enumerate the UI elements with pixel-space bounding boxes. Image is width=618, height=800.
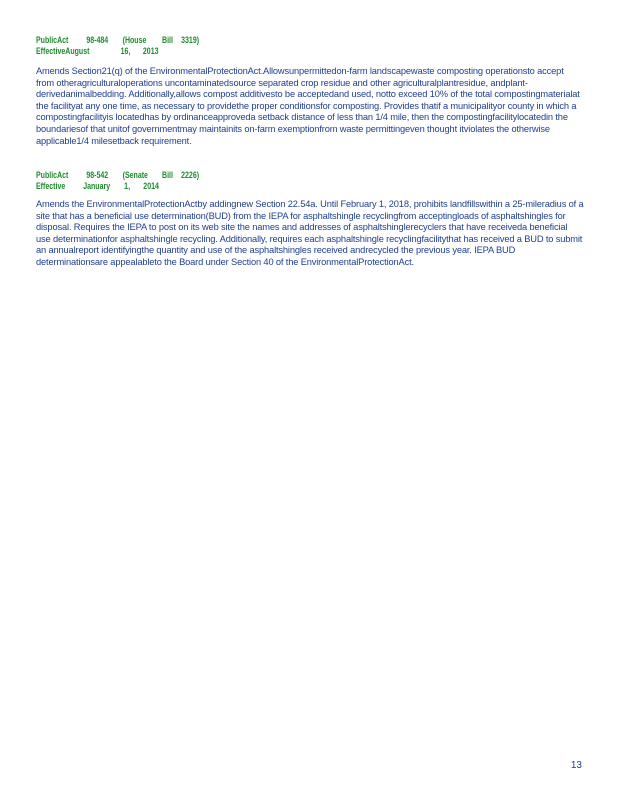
act-effective-year: 2013 (142, 46, 159, 56)
page-number: 13 (570, 760, 582, 771)
act-label: PublicAct (36, 170, 69, 180)
act-header-line-1 (36, 35, 199, 46)
act-bill-number: 2226) (181, 170, 200, 180)
act-effective-label: EffectiveAugust (36, 46, 90, 56)
act-header-line-2 (36, 46, 199, 57)
act-number: 98-542 (86, 170, 109, 180)
act-bill-number: 3319) (181, 35, 200, 45)
act-header-98-542 (36, 170, 199, 192)
act-effective-day: 16, (120, 46, 131, 56)
act-effective-day: 1, (124, 181, 131, 191)
act-summary-98-542: Amends the EnvironmentalProtectionActby addingnew Section 22.54a. Until February 1, 2018, prohibits landfillswithin a 25-mileradius of a site that has a beneficial use determination(BUD) from the IEPA for asphaltshingle recyclingfrom acceptingloads of asphaltshingles for disposal. Requires the IEPA to post on its web site the names and addresses of asphaltshinglerecyclers that have receiveda beneficial use determinationfor asphaltshingle recycling. Additionally, requires each asphaltshingle recyclingfacilitythat has received a BUD to submit an annualreport identifyingthe quantity and use of the asphaltshingles received andrecycled the previous year. IEPA BUD determinationsare appealableto the Board under Section 40 of the EnvironmentalProtectionAct. (36, 199, 584, 267)
act-bill-word: Bill (162, 170, 173, 180)
act-header-98-484 (36, 35, 199, 57)
act-chamber: (Senate (122, 170, 148, 180)
act-effective-label: Effective (36, 181, 66, 191)
act-summary-98-484: Amends Section21(q) of the EnvironmentalProtectionAct.Allowsunpermittedon-farm landscapewaste composting operationsto accept from otheragriculturaloperations uncontaminatedsource separated crop residue and other agriculturalplantresidue, andplant-derivedanimalbedding. Additionally,allows compost additivesto be acceptedand used, notto exceed 10% of the total compostingmaterialat the facilityat any one time, as necessary to providethe proper conditionsfor composting. Provides thatif a municipalityor county in which a compostingfacilityis locatedhas by ordinanceapproveda setback distance of less than 1/4 mile, then the compostingfacilitylocatedin the boundariesof that unitof governmentmay maintainits on-farm exemptionfrom waste permittingeven thought itviolates the otherwise applicable1/4 milesetback requirement. (36, 66, 580, 146)
act-number: 98-484 (86, 35, 109, 45)
act-header-line-2 (36, 181, 199, 192)
act-chamber: (House (122, 35, 147, 45)
act-header-line-1 (36, 170, 199, 181)
act-effective-month: January (83, 181, 111, 191)
act-bill-word: Bill (162, 35, 173, 45)
act-effective-year: 2014 (143, 181, 159, 191)
act-label: PublicAct (36, 35, 69, 45)
